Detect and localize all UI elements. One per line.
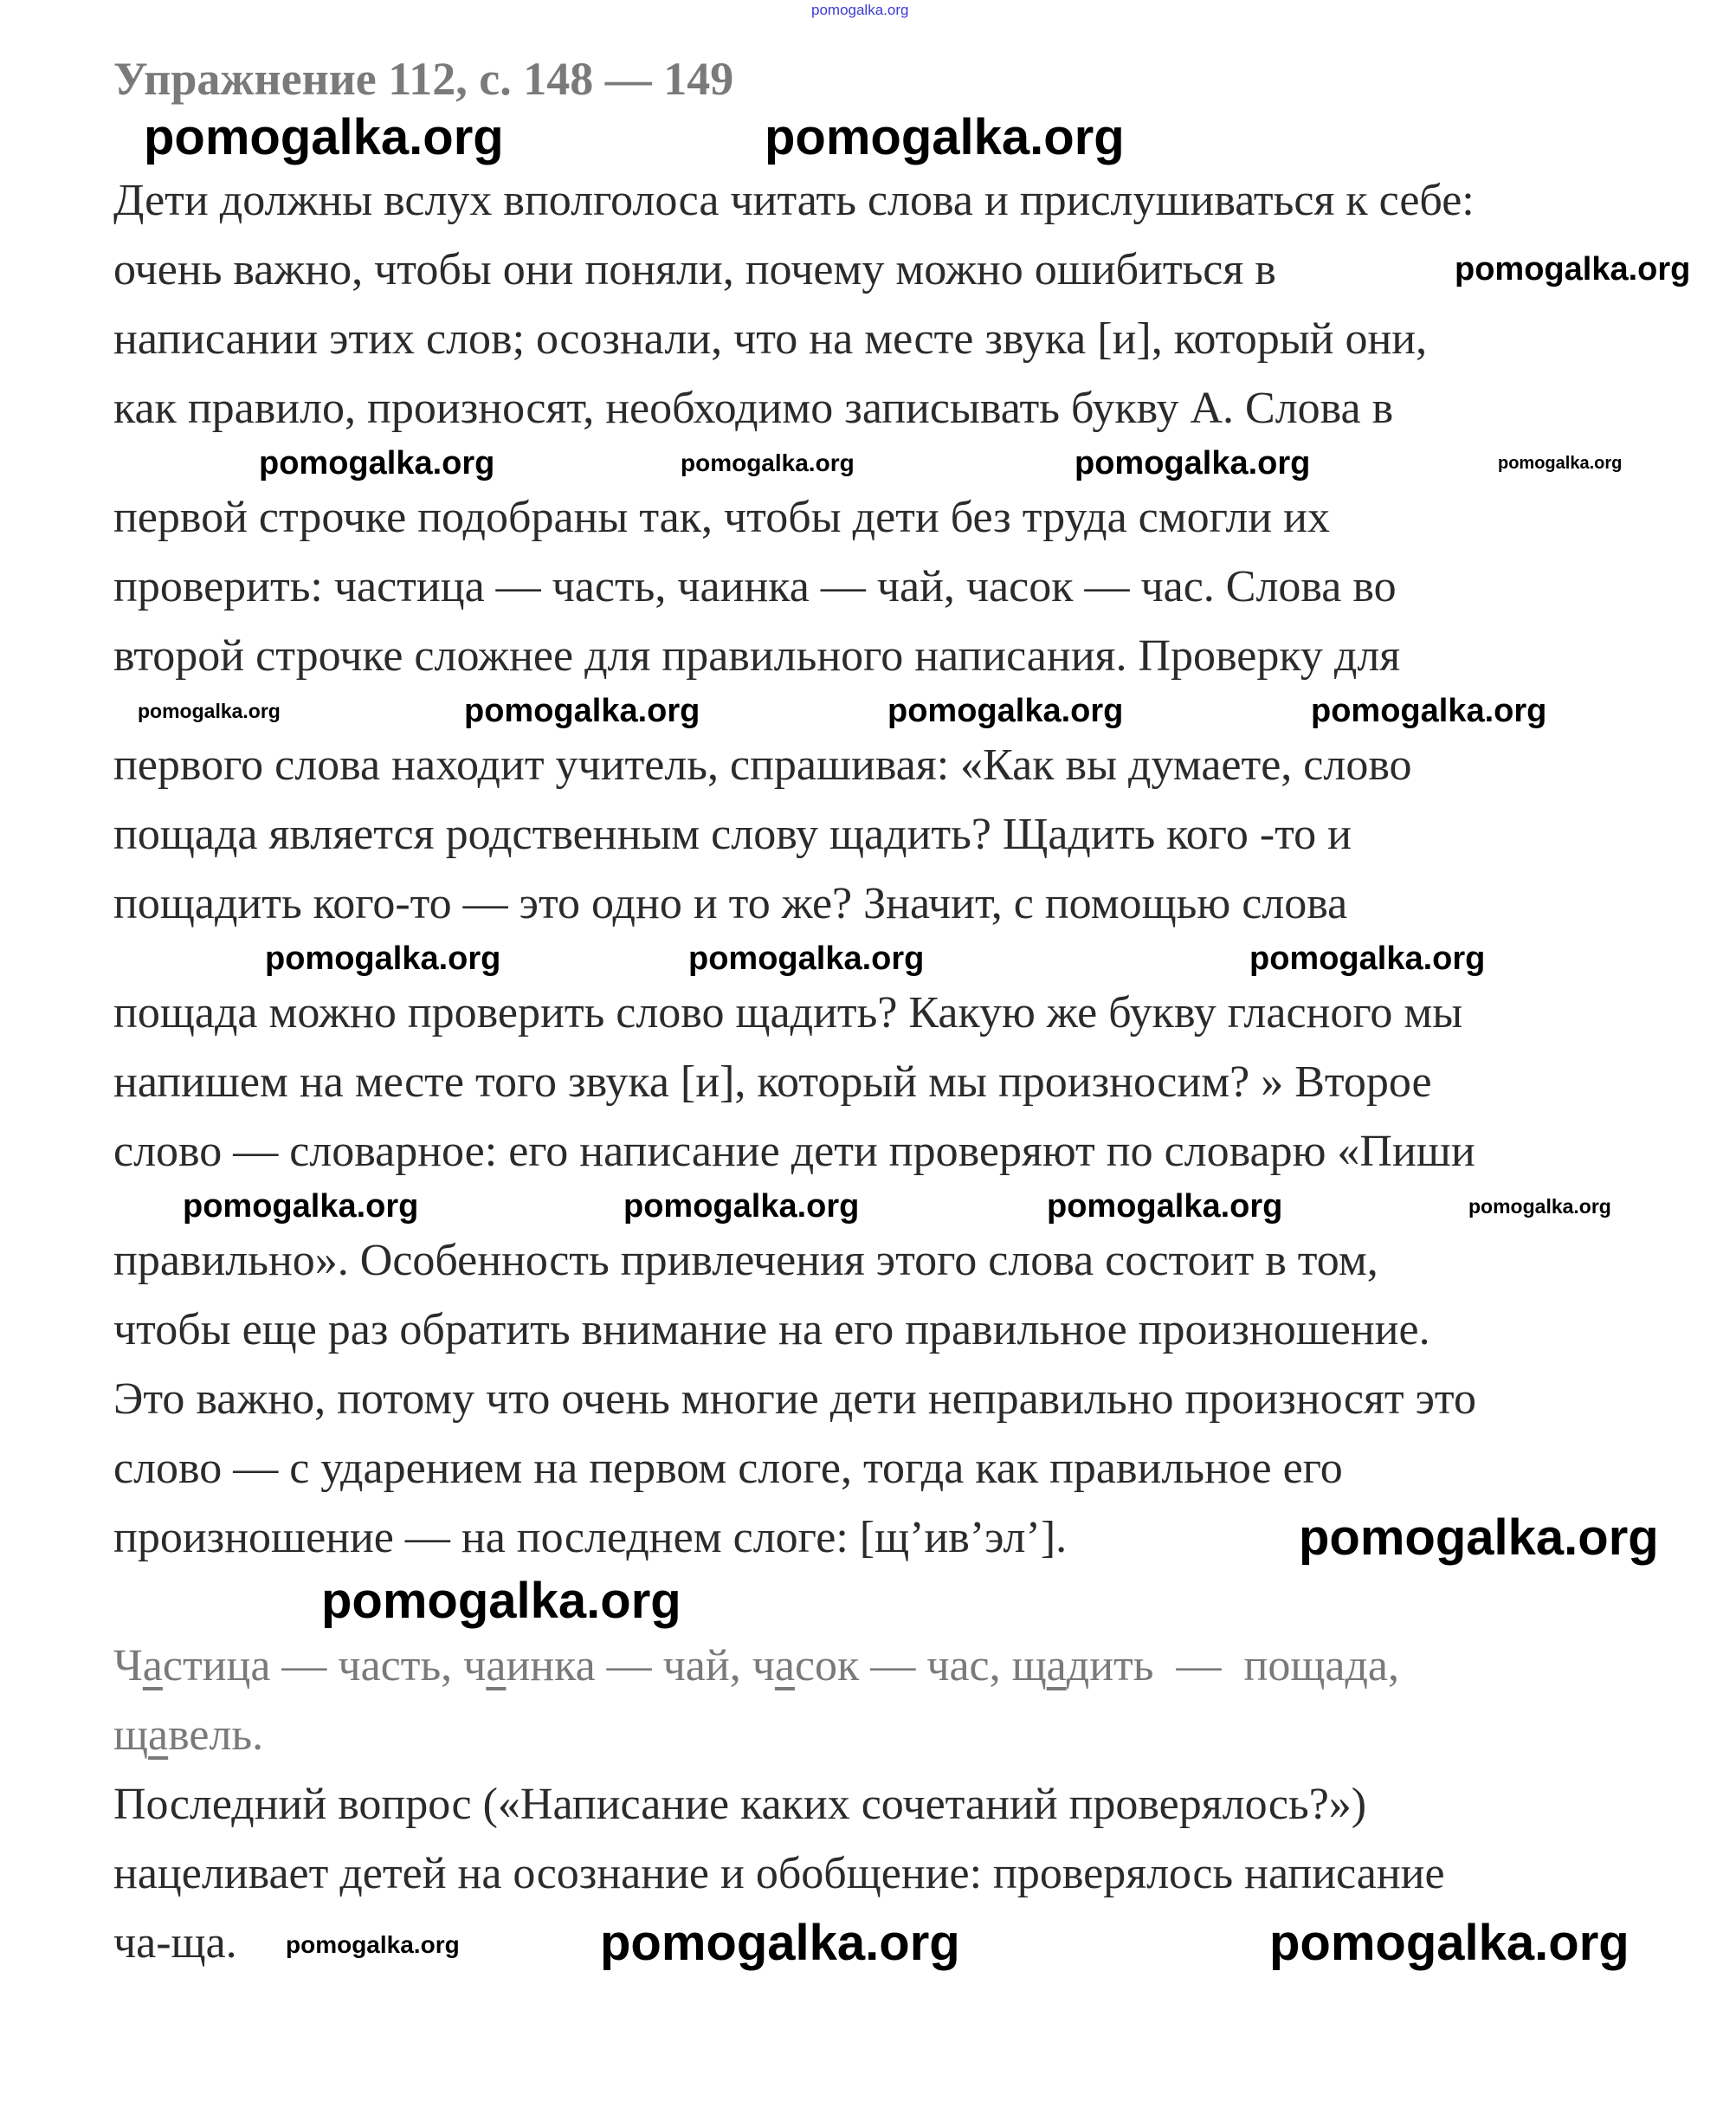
body-line: Это важно, потому что очень многие дети неправильно произносят это — [113, 1374, 1476, 1424]
watermark: pomogalka.org — [681, 449, 855, 476]
answer-line — [113, 1632, 1399, 1701]
body-line: первого слова находит учитель, спрашивая: «Как вы думаете, слово — [113, 740, 1412, 790]
watermark: pomogalka.org — [1299, 1509, 1659, 1566]
watermark: pomogalka.org — [1047, 1188, 1283, 1225]
watermark: pomogalka.org — [1311, 693, 1547, 729]
watermark: pomogalka.org — [688, 940, 925, 977]
underlined-vowel: а — [142, 1641, 163, 1690]
body-line: проверить: частица — часть, чаинка — чай, часок — час. Слова во — [113, 562, 1397, 611]
answer-text: сок — час, щ — [794, 1641, 1047, 1690]
body-line: слово — с ударением на первом слоге, тогда как правильное его — [113, 1444, 1343, 1493]
body-line: слово — словарное: его написание дети проверяют по словарю «Пиши — [113, 1127, 1475, 1176]
top-watermark: pomogalka.org — [811, 2, 909, 18]
watermark: pomogalka.org — [765, 109, 1125, 165]
closing-line: ча-ща. — [113, 1918, 237, 1968]
body-line: пощада является родственным слову щадить? Щадить кого -то и — [113, 810, 1352, 859]
watermark: pomogalka.org — [623, 1188, 860, 1225]
body-line: напишем на месте того звука [и], который мы произносим? » Второе — [113, 1057, 1432, 1107]
watermark: pomogalka.org — [286, 1931, 460, 1958]
watermark: pomogalka.org — [887, 693, 1124, 729]
answer-text: дить — пощада, — [1066, 1641, 1399, 1690]
body-line: второй строчке сложнее для правильного написания. Проверку для — [113, 631, 1401, 681]
body-line: как правило, произносят, необходимо записывать букву А. Слова в — [113, 384, 1394, 433]
body-line: правильно». Особенность привлечения этого слова состоит в том, — [113, 1236, 1378, 1285]
watermark: pomogalka.org — [265, 940, 501, 977]
closing-line: нацеливает детей на осознание и обобщение: проверялось написание — [113, 1849, 1445, 1898]
body-line: очень важно, чтобы они поняли, почему можно ошибиться в — [113, 245, 1276, 294]
watermark: pomogalka.org — [321, 1573, 681, 1629]
watermark: pomogalka.org — [138, 700, 281, 722]
body-line: произношение — на последнем слоге: [щ’ив’эл’]. — [113, 1513, 1068, 1562]
answer-text: вель. — [168, 1710, 264, 1760]
body-line: Дети должны вслух вполголоса читать слова и прислушиваться к себе: — [113, 176, 1475, 225]
answer-text: инка — чай, ч — [506, 1641, 775, 1690]
body-line: написании этих слов; осознали, что на месте звука [и], который они, — [113, 314, 1428, 364]
underlined-vowel: а — [774, 1641, 795, 1690]
underlined-vowel: а — [1046, 1641, 1067, 1690]
watermark: pomogalka.org — [464, 693, 700, 729]
watermark: pomogalka.org — [183, 1188, 419, 1225]
answer-text: стица — часть, ч — [162, 1641, 487, 1690]
watermark: pomogalka.org — [1455, 251, 1691, 288]
answer-line — [113, 1701, 263, 1770]
watermark: pomogalka.org — [1269, 1915, 1630, 1971]
answer-text: Ч — [113, 1641, 143, 1690]
closing-line: Последний вопрос («Написание каких сочетаний проверялось?») — [113, 1780, 1367, 1829]
watermark: pomogalka.org — [1075, 445, 1311, 482]
underlined-vowel: а — [486, 1641, 507, 1690]
body-line: первой строчке подобраны так, чтобы дети без труда смогли их — [113, 493, 1330, 542]
body-line: пощадить кого-то — это одно и то же? Значит, с помощью слова — [113, 879, 1348, 928]
watermark: pomogalka.org — [1468, 1195, 1611, 1218]
watermark: pomogalka.org — [259, 445, 495, 482]
body-line: чтобы еще раз обратить внимание на его правильное произношение. — [113, 1305, 1430, 1354]
body-line: пощада можно проверить слово щадить? Какую же букву гласного мы — [113, 988, 1463, 1037]
watermark: pomogalka.org — [600, 1915, 960, 1971]
page-title: Упражнение 112, с. 148 — 149 — [113, 53, 734, 105]
watermark: pomogalka.org — [1249, 940, 1486, 977]
underlined-vowel: а — [148, 1710, 169, 1760]
answer-text: щ — [113, 1710, 149, 1760]
watermark: pomogalka.org — [1498, 454, 1623, 473]
watermark: pomogalka.org — [144, 109, 504, 165]
